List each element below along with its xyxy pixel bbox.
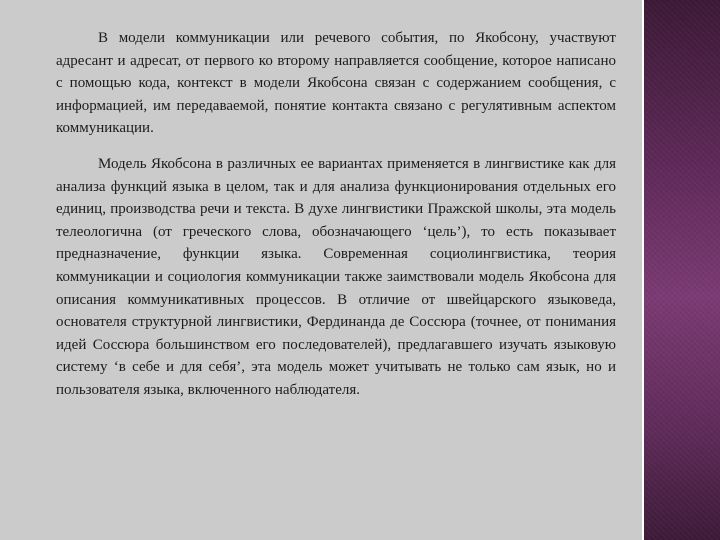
- body-text: [56, 27, 616, 402]
- paragraph-jakobson-model: В модели коммуникации или речевого события, по Якобсону, участвуют адресант и адресат, от первого ко второму направляется сообщение, которое написано с помощью кода, контекст в модели Якобсона связан с содержанием сообщения, с информацией, им передаваемой, понятие контакта связано с регулятивным аспектом коммуникации.: [56, 30, 616, 137]
- paragraph-model-applications: Модель Якобсона в различных ее вариантах применяется в лингвистике как для анализа функций языка в целом, так и для анализа функционирования отдельных его единиц, производства речи и текста. В духе лингвистики Пражской школы, эта модель телеологична (от греческого слова, обозначающего ‘цель’), то есть показывает предназначение, функции языка. Современная социолингвистика, теория коммуникации и социология коммуникации также заимствовали модель Якобсона для описания коммуникативных процессов. В отличие от швейцарского языковеда, основателя структурной лингвистики, Фердинанда де Соссюра (точнее, от понимания идей Соссюра большинством его последователей), предлагавшего изучать языковую систему ‘в себе и для себя’, эта модель может учитывать не только сам язык, но и пользователя языка, включенного наблюдателя.: [56, 155, 616, 398]
- decorative-side-panel: [644, 0, 720, 540]
